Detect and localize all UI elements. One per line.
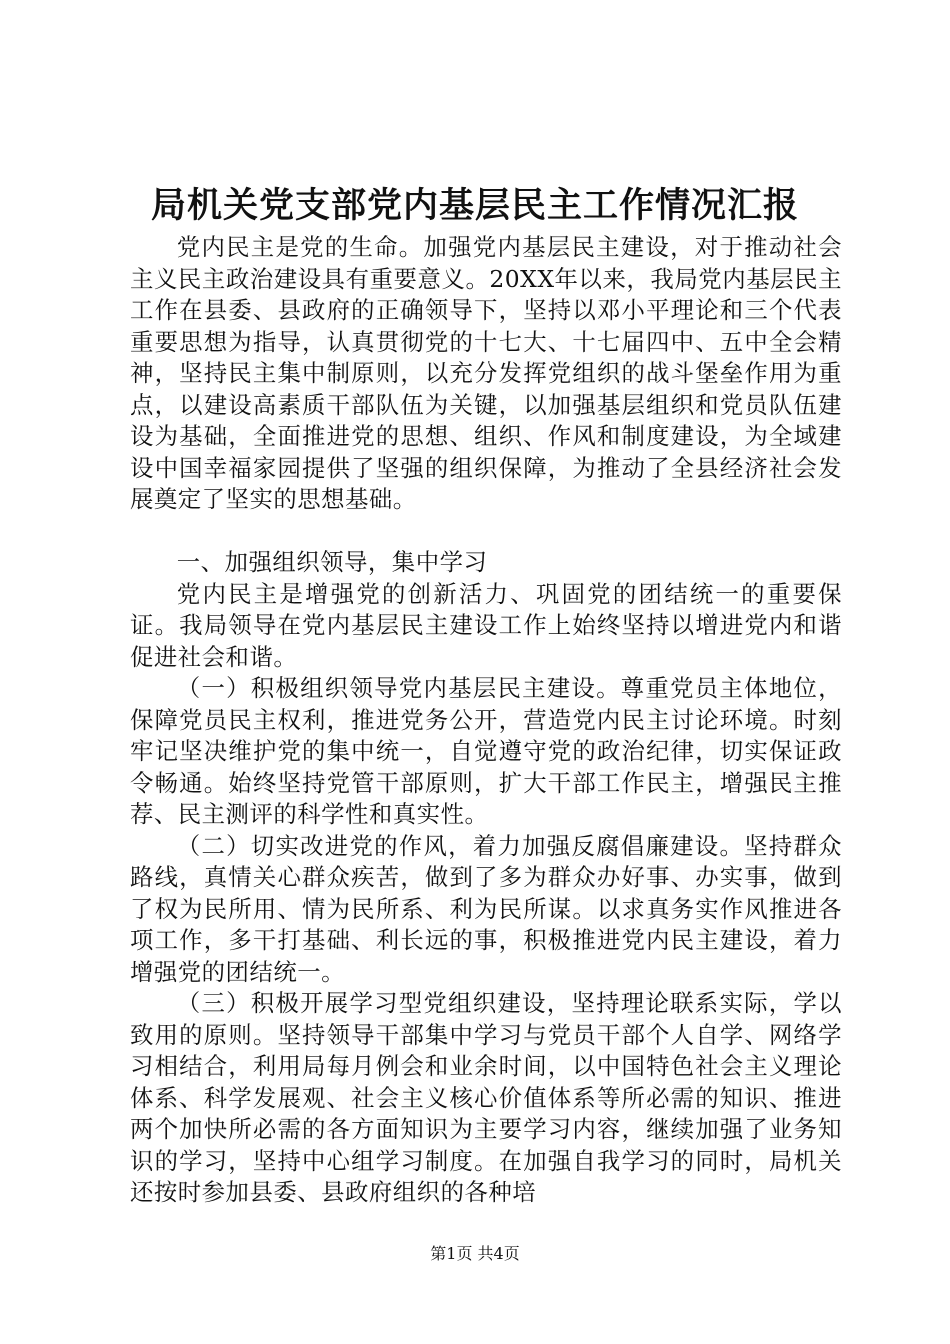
- document-body: [130, 232, 842, 1209]
- subsection-paragraph-3: （三）积极开展学习型党组织建设，坚持理论联系实际，学以致用的原则。坚持领导干部集中学习与党员干部个人自学、网络学习相结合，利用局每月例会和业余时间，以中国特色社会主义理论体系、科学发展观、社会主义核心价值体系等所必需的知识、推进两个加快所必需的各方面知识为主要学习内容，继续加强了业务知识的学习，坚持中心组学习制度。在加强自我学习的同时，局机关还按时参加县委、县政府组织的各种培: [130, 989, 842, 1206]
- section-heading: 一、加强组织领导，集中学习: [176, 548, 488, 576]
- subsection-paragraph-2: （二）切实改进党的作风，着力加强反腐倡廉建设。坚持群众路线，真情关心群众疾苦，做到了多为群众办好事、办实事，做到了权为民所用、情为民所系、利为民所谋。以求真务实作风推进各项工作，多干打基础、利长远的事，积极推进党内民主建设，着力增强党的团结统一。: [130, 831, 842, 986]
- document-title: 局机关党支部党内基层民主工作情况汇报: [150, 185, 799, 226]
- page-footer: 第1页 共4页: [430, 1244, 520, 1263]
- subsection-paragraph-1: （一）积极组织领导党内基层民主建设。尊重党员主体地位，保障党员民主权利，推进党务公开，营造党内民主讨论环境。时刻牢记坚决维护党的集中统一，自觉遵守党的政治纪律，切实保证政令畅通。始终坚持党管干部原则，扩大干部工作民主，增强民主推荐、民主测评的科学性和真实性。: [130, 674, 842, 828]
- intro-paragraph: 党内民主是党的生命。加强党内基层民主建设，对于推动社会主义民主政治建设具有重要意义。20XX年以来，我局党内基层民主工作在县委、县政府的正确领导下，坚持以邓小平理论和三个代表重要思想为指导，认真贯彻党的十七大、十七届四中、五中全会精神，坚持民主集中制原则，以充分发挥党组织的战斗堡垒作用为重点，以建设高素质干部队伍为关键，以加强基层组织和党员队伍建设为基础，全面推进党的思想、组织、作风和制度建设，为全域建设中国幸福家园提供了坚强的组织保障，为推动了全县经济社会发展奠定了坚实的思想基础。: [130, 233, 842, 513]
- section-paragraph: 党内民主是增强党的创新活力、巩固党的团结统一的重要保证。我局领导在党内基层民主建设工作上始终坚持以增进党内和谐促进社会和谐。: [130, 579, 842, 671]
